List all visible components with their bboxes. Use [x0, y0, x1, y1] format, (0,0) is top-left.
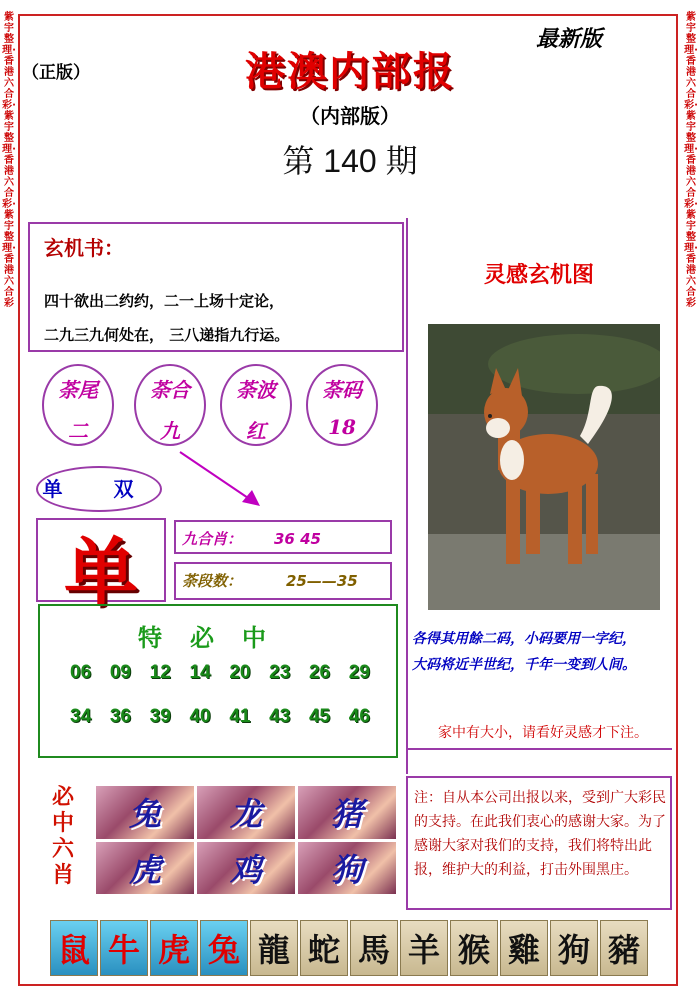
issue-number: 第 140 期	[282, 143, 418, 179]
number: 26	[308, 662, 331, 683]
dog-photo	[428, 324, 660, 610]
circle-tail-value: 二	[68, 419, 88, 443]
number-row-1	[70, 662, 370, 684]
inspiration-title: 灵感玄机图	[483, 262, 594, 288]
number: 06	[70, 662, 92, 683]
circle-wave-value: 红	[246, 419, 266, 443]
note-text: 注：自从本公司出报以来，受到广大彩民的支持。在此我们衷心的感谢大家。为了感谢大家对我们的支持，我们将特出此报，维护大的利益，打击外围黑庄。	[414, 790, 666, 878]
circle-tail-label: 荼尾	[58, 378, 98, 402]
number: 09	[109, 662, 131, 683]
big-char-box	[36, 518, 166, 616]
range-box	[174, 562, 392, 600]
zodiac-tile-rat: 鼠	[50, 920, 98, 976]
number: 40	[189, 706, 211, 727]
zodiac-cell: 兔	[96, 786, 194, 839]
page-title: 港澳内部报	[245, 48, 455, 95]
range-label: 荼段数：	[182, 572, 243, 590]
combo-box	[174, 520, 392, 554]
circle-combo-label: 荼合	[150, 378, 190, 402]
number: 45	[308, 706, 331, 727]
zodiac-strip	[50, 920, 650, 976]
special-title: 特必中	[138, 623, 294, 652]
right-poem-1: 各得其用餘二码，小码要用一字纪，	[412, 631, 636, 647]
note-box	[406, 776, 672, 910]
big-char: 单	[64, 530, 138, 616]
number: 36	[109, 706, 131, 727]
range-value: 25——35	[286, 572, 358, 590]
zodiac-cell: 鸡	[197, 842, 295, 895]
circle-code-value: 18	[328, 415, 356, 439]
circle-code	[306, 364, 378, 446]
page-subtitle: （内部版）	[300, 106, 400, 128]
number: 46	[348, 706, 370, 727]
zodiac-cell: 猪	[298, 786, 396, 839]
mystic-panel	[28, 222, 404, 352]
number: 20	[229, 662, 251, 683]
latest-tag: 最新版	[536, 26, 603, 52]
six-zodiac-label: 必中六肖	[51, 784, 74, 888]
mystic-line-1: 四十欲出二约约，二一上场十定论，	[44, 292, 285, 310]
number: 43	[269, 706, 291, 727]
circle-tail	[42, 364, 114, 446]
circle-combo-value: 九	[160, 419, 180, 443]
warning-text: 家中有大小，请看好灵感才下注。	[438, 725, 648, 741]
mystic-line-2: 二九三九何处在， 三八递指九行运。	[44, 326, 290, 344]
right-poem-2: 大码将近半世纪，千年一变到人间。	[412, 657, 636, 673]
zodiac-tile-tiger: 虎	[150, 920, 198, 976]
zodiac-cell: 狗	[298, 842, 396, 895]
number: 29	[348, 662, 370, 683]
zodiac-tile-snake: 蛇	[300, 920, 348, 976]
number: 34	[70, 706, 92, 727]
special-numbers-box	[38, 604, 398, 758]
arrow-icon	[170, 440, 270, 520]
divider	[406, 748, 672, 750]
zodiac-tile-rabbit: 兔	[200, 920, 248, 976]
zodiac-tile-monkey: 猴	[450, 920, 498, 976]
circle-wave-label: 荼波	[236, 378, 276, 402]
edition-tag: （正版）	[22, 63, 90, 83]
zodiac-cell: 龙	[197, 786, 295, 839]
zodiac-tile-ox: 牛	[100, 920, 148, 976]
zodiac-tile-goat: 羊	[400, 920, 448, 976]
six-zodiac-grid	[96, 786, 396, 894]
number: 23	[269, 662, 291, 683]
mystic-label: 玄机书：	[44, 236, 124, 260]
zodiac-tile-dog: 狗	[550, 920, 598, 976]
number-row-2	[70, 706, 370, 728]
dog-illustration	[428, 324, 660, 610]
zodiac-cell: 虎	[96, 842, 194, 895]
zodiac-tile-horse: 馬	[350, 920, 398, 976]
circle-combo	[134, 364, 206, 446]
number: 39	[149, 706, 171, 727]
circle-wave	[220, 364, 292, 446]
combo-value: 36 45	[274, 530, 321, 548]
number: 14	[189, 662, 211, 683]
circle-code-label: 荼码	[322, 378, 362, 402]
number: 12	[149, 662, 171, 683]
zodiac-tile-pig: 豬	[600, 920, 648, 976]
zodiac-tile-dragon: 龍	[250, 920, 298, 976]
number: 41	[229, 706, 251, 727]
border-text-left: 紫宇整理·香港六合彩·紫宇整理·香港六合彩·紫宇整理·香港六合彩	[2, 12, 16, 309]
combo-label: 九合肖：	[182, 530, 243, 548]
odd-even-oval: 单 双	[36, 466, 162, 512]
border-text-right: 紫宇整理·香港六合彩·紫宇整理·香港六合彩·紫宇整理·香港六合彩	[684, 12, 698, 309]
zodiac-tile-rooster: 雞	[500, 920, 548, 976]
